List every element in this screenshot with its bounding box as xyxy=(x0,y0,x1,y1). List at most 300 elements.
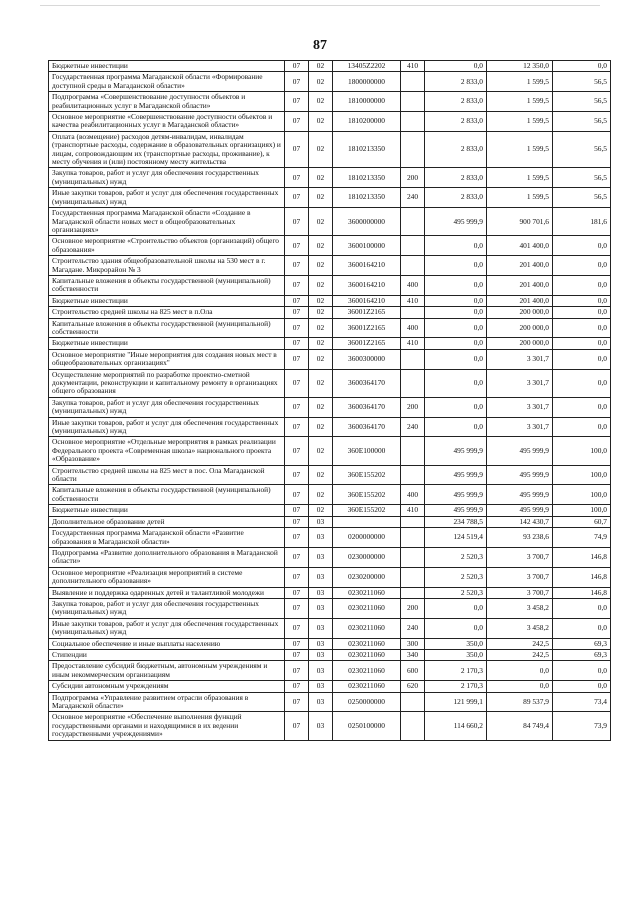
table-row xyxy=(49,131,611,168)
row-name: Осуществление мероприятий по разработке проектно-сметной документации, реконструкции и капитальному ремонту в организациях общего образования xyxy=(49,369,285,397)
row-plan-amount: 0,0 xyxy=(425,295,487,306)
table-row xyxy=(49,681,611,692)
row-actual-amount: 1 599,5 xyxy=(487,112,553,132)
row-section: 07 xyxy=(285,618,309,638)
row-expense-type: 300 xyxy=(401,638,425,649)
row-section: 07 xyxy=(285,485,309,505)
row-section: 07 xyxy=(285,649,309,660)
row-actual-amount: 3 301,7 xyxy=(487,369,553,397)
row-actual-amount: 900 701,6 xyxy=(487,208,553,236)
row-name: Государственная программа Магаданской области «Создание в Магаданской области новых мест в общеобразовательных организациях» xyxy=(49,208,285,236)
row-percent: 100,0 xyxy=(553,485,611,505)
table-row xyxy=(49,618,611,638)
top-rule xyxy=(40,5,600,6)
row-section: 07 xyxy=(285,112,309,132)
row-expense-type: 200 xyxy=(401,168,425,188)
row-target-article: 1800000000 xyxy=(333,72,401,92)
row-name: Основное мероприятие «Реализация мероприятий в системе дополнительного образования» xyxy=(49,567,285,587)
row-expense-type xyxy=(401,112,425,132)
row-plan-amount: 2 520,3 xyxy=(425,567,487,587)
row-target-article: 0230211060 xyxy=(333,638,401,649)
row-plan-amount: 350,0 xyxy=(425,638,487,649)
row-actual-amount: 84 749,4 xyxy=(487,712,553,740)
row-section: 07 xyxy=(285,528,309,548)
row-target-article: 1810213350 xyxy=(333,131,401,168)
row-percent: 0,0 xyxy=(553,236,611,256)
row-percent: 0,0 xyxy=(553,256,611,276)
row-section: 07 xyxy=(285,681,309,692)
row-actual-amount: 495 999,9 xyxy=(487,485,553,505)
row-plan-amount: 495 999,9 xyxy=(425,505,487,516)
row-percent: 0,0 xyxy=(553,618,611,638)
row-target-article: 0230211060 xyxy=(333,681,401,692)
row-plan-amount: 114 660,2 xyxy=(425,712,487,740)
row-actual-amount: 0,0 xyxy=(487,681,553,692)
row-subsection: 02 xyxy=(309,295,333,306)
row-subsection: 02 xyxy=(309,275,333,295)
row-name: Предоставление субсидий бюджетным, автономным учреждениям и иным некоммерческим организациям xyxy=(49,661,285,681)
row-subsection: 03 xyxy=(309,661,333,681)
row-actual-amount: 200 000,0 xyxy=(487,338,553,349)
row-target-article: 3600364170 xyxy=(333,417,401,437)
row-subsection: 02 xyxy=(309,208,333,236)
row-percent: 0,0 xyxy=(553,598,611,618)
table-row xyxy=(49,505,611,516)
row-section: 07 xyxy=(285,295,309,306)
row-percent: 0,0 xyxy=(553,307,611,318)
row-section: 07 xyxy=(285,208,309,236)
row-subsection: 02 xyxy=(309,465,333,485)
row-section: 07 xyxy=(285,72,309,92)
row-target-article: 36001Z2165 xyxy=(333,318,401,338)
row-section: 07 xyxy=(285,598,309,618)
row-expense-type: 240 xyxy=(401,417,425,437)
row-actual-amount: 1 599,5 xyxy=(487,72,553,92)
row-plan-amount: 0,0 xyxy=(425,256,487,276)
row-target-article: 0200000000 xyxy=(333,528,401,548)
row-expense-type xyxy=(401,236,425,256)
row-expense-type xyxy=(401,712,425,740)
row-percent: 73,9 xyxy=(553,712,611,740)
row-target-article: 360E155202 xyxy=(333,465,401,485)
row-name: Выявление и поддержка одаренных детей и талантливой молодежи xyxy=(49,587,285,598)
row-percent: 60,7 xyxy=(553,516,611,527)
row-name: Капитальные вложения в объекты государственной (муниципальной) собственности xyxy=(49,275,285,295)
row-actual-amount: 3 301,7 xyxy=(487,417,553,437)
row-subsection: 02 xyxy=(309,397,333,417)
row-subsection: 03 xyxy=(309,567,333,587)
row-subsection: 02 xyxy=(309,188,333,208)
row-actual-amount: 1 599,5 xyxy=(487,92,553,112)
row-section: 07 xyxy=(285,131,309,168)
row-actual-amount: 3 700,7 xyxy=(487,587,553,598)
row-target-article: 0250000000 xyxy=(333,692,401,712)
row-name: Иные закупки товаров, работ и услуг для обеспечения государственных (муниципальных) нужд xyxy=(49,618,285,638)
row-percent: 0,0 xyxy=(553,318,611,338)
row-expense-type xyxy=(401,547,425,567)
row-section: 07 xyxy=(285,465,309,485)
table-row xyxy=(49,275,611,295)
row-percent: 100,0 xyxy=(553,437,611,465)
row-actual-amount: 12 350,0 xyxy=(487,61,553,72)
row-percent: 56,5 xyxy=(553,188,611,208)
row-name: Капитальные вложения в объекты государственной (муниципальной) собственности xyxy=(49,485,285,505)
row-section: 07 xyxy=(285,236,309,256)
row-percent: 56,5 xyxy=(553,72,611,92)
row-section: 07 xyxy=(285,712,309,740)
row-target-article: 36001Z2165 xyxy=(333,338,401,349)
row-plan-amount: 2 833,0 xyxy=(425,72,487,92)
row-percent: 0,0 xyxy=(553,397,611,417)
row-expense-type: 620 xyxy=(401,681,425,692)
row-actual-amount: 242,5 xyxy=(487,649,553,660)
row-expense-type: 200 xyxy=(401,397,425,417)
table-row xyxy=(49,712,611,740)
table-row xyxy=(49,598,611,618)
row-name: Подпрограмма «Управление развитием отрасли образования в Магаданской области» xyxy=(49,692,285,712)
row-expense-type: 410 xyxy=(401,61,425,72)
table-row xyxy=(49,369,611,397)
row-percent: 181,6 xyxy=(553,208,611,236)
row-actual-amount: 242,5 xyxy=(487,638,553,649)
row-plan-amount: 495 999,9 xyxy=(425,437,487,465)
row-section: 07 xyxy=(285,168,309,188)
row-name: Основное мероприятие «Строительство объектов (организаций) общего образования» xyxy=(49,236,285,256)
row-percent: 100,0 xyxy=(553,465,611,485)
row-subsection: 02 xyxy=(309,112,333,132)
table-row xyxy=(49,92,611,112)
row-percent: 146,8 xyxy=(553,587,611,598)
row-target-article: 1810200000 xyxy=(333,112,401,132)
table-row xyxy=(49,638,611,649)
table-row xyxy=(49,307,611,318)
row-name: Стипендии xyxy=(49,649,285,660)
row-percent: 100,0 xyxy=(553,505,611,516)
row-target-article: 3600300000 xyxy=(333,349,401,369)
row-section: 07 xyxy=(285,638,309,649)
row-subsection: 02 xyxy=(309,72,333,92)
table-row xyxy=(49,692,611,712)
row-plan-amount: 2 833,0 xyxy=(425,112,487,132)
row-section: 07 xyxy=(285,417,309,437)
row-subsection: 03 xyxy=(309,618,333,638)
row-actual-amount: 495 999,9 xyxy=(487,437,553,465)
row-name: Государственная программа Магаданской области «Развитие образования в Магаданской области» xyxy=(49,528,285,548)
row-section: 07 xyxy=(285,318,309,338)
row-name: Иные закупки товаров, работ и услуг для обеспечения государственных (муниципальных) нужд xyxy=(49,417,285,437)
row-actual-amount: 89 537,9 xyxy=(487,692,553,712)
row-section: 07 xyxy=(285,92,309,112)
row-plan-amount: 2 170,3 xyxy=(425,681,487,692)
table-row xyxy=(49,547,611,567)
table-row xyxy=(49,168,611,188)
row-subsection: 02 xyxy=(309,61,333,72)
row-expense-type xyxy=(401,567,425,587)
table-row xyxy=(49,465,611,485)
row-section: 07 xyxy=(285,505,309,516)
row-expense-type: 410 xyxy=(401,505,425,516)
row-percent: 69,3 xyxy=(553,649,611,660)
row-subsection: 02 xyxy=(309,318,333,338)
row-name: Строительство средней школы на 825 мест в пос. Ола Магаданской области xyxy=(49,465,285,485)
row-target-article: 0230200000 xyxy=(333,567,401,587)
row-actual-amount: 3 301,7 xyxy=(487,349,553,369)
row-name: Государственная программа Магаданской области «Формирование доступной среды в Магаданской области» xyxy=(49,72,285,92)
row-target-article: 1810213350 xyxy=(333,168,401,188)
row-subsection: 03 xyxy=(309,547,333,567)
row-expense-type xyxy=(401,465,425,485)
row-subsection: 03 xyxy=(309,649,333,660)
row-actual-amount: 401 400,0 xyxy=(487,236,553,256)
row-name: Основное мероприятие «Отдельные мероприятия в рамках реализации Федерального проекта «Современная школа» национального проекта «Образование» xyxy=(49,437,285,465)
row-actual-amount: 495 999,9 xyxy=(487,505,553,516)
table-row xyxy=(49,417,611,437)
row-plan-amount: 2 833,0 xyxy=(425,188,487,208)
row-percent: 73,4 xyxy=(553,692,611,712)
row-subsection: 02 xyxy=(309,417,333,437)
row-expense-type xyxy=(401,437,425,465)
row-expense-type xyxy=(401,72,425,92)
row-target-article: 360E155202 xyxy=(333,505,401,516)
table-row xyxy=(49,295,611,306)
row-plan-amount: 2 520,3 xyxy=(425,587,487,598)
row-section: 07 xyxy=(285,307,309,318)
row-section: 07 xyxy=(285,437,309,465)
row-section: 07 xyxy=(285,567,309,587)
row-name: Основное мероприятие «Совершенствование доступности объектов и качества реабилитационных услуг в Магаданской области» xyxy=(49,112,285,132)
row-target-article: 3600000000 xyxy=(333,208,401,236)
row-section: 07 xyxy=(285,692,309,712)
row-name: Подпрограмма «Совершенствование доступности объектов и реабилитационных услуг в Магаданской области» xyxy=(49,92,285,112)
row-expense-type: 600 xyxy=(401,661,425,681)
row-plan-amount: 0,0 xyxy=(425,275,487,295)
row-expense-type xyxy=(401,92,425,112)
row-actual-amount: 200 000,0 xyxy=(487,318,553,338)
row-plan-amount: 2 170,3 xyxy=(425,661,487,681)
row-subsection: 02 xyxy=(309,168,333,188)
row-subsection: 02 xyxy=(309,256,333,276)
row-plan-amount: 2 833,0 xyxy=(425,92,487,112)
row-plan-amount: 0,0 xyxy=(425,349,487,369)
row-subsection: 03 xyxy=(309,587,333,598)
row-percent: 0,0 xyxy=(553,349,611,369)
row-actual-amount: 3 700,7 xyxy=(487,567,553,587)
row-name: Субсидии автономным учреждениям xyxy=(49,681,285,692)
row-target-article: 0230211060 xyxy=(333,649,401,660)
row-expense-type xyxy=(401,307,425,318)
row-plan-amount: 2 833,0 xyxy=(425,168,487,188)
row-name: Закупка товаров, работ и услуг для обеспечения государственных (муниципальных) нужд xyxy=(49,168,285,188)
row-percent: 0,0 xyxy=(553,661,611,681)
row-section: 07 xyxy=(285,188,309,208)
row-name: Оплата (возмещение) расходов детям-инвалидам, инвалидам (транспортные расходы, содержание в образовательных организациях) и лицам, сопровождающим их (транспортные расходы, проживание), к месту обучения и (или) постоянному месту жительства xyxy=(49,131,285,168)
row-percent: 56,5 xyxy=(553,112,611,132)
row-expense-type xyxy=(401,208,425,236)
row-subsection: 02 xyxy=(309,369,333,397)
row-plan-amount: 0,0 xyxy=(425,397,487,417)
row-actual-amount: 201 400,0 xyxy=(487,275,553,295)
row-expense-type xyxy=(401,528,425,548)
row-target-article: 13405Z2202 xyxy=(333,61,401,72)
row-subsection: 02 xyxy=(309,338,333,349)
row-plan-amount: 0,0 xyxy=(425,318,487,338)
row-section: 07 xyxy=(285,547,309,567)
row-plan-amount: 0,0 xyxy=(425,417,487,437)
row-percent: 146,8 xyxy=(553,547,611,567)
table-row xyxy=(49,528,611,548)
row-actual-amount: 1 599,5 xyxy=(487,131,553,168)
row-name: Бюджетные инвестиции xyxy=(49,61,285,72)
row-target-article: 3600164210 xyxy=(333,256,401,276)
row-plan-amount: 0,0 xyxy=(425,598,487,618)
table-row xyxy=(49,236,611,256)
row-name: Основное мероприятие "Иные мероприятия для создания новых мест в общеобразовательных организациях" xyxy=(49,349,285,369)
table-row xyxy=(49,338,611,349)
row-subsection: 03 xyxy=(309,516,333,527)
row-subsection: 03 xyxy=(309,712,333,740)
row-section: 07 xyxy=(285,349,309,369)
row-target-article: 0230211060 xyxy=(333,587,401,598)
row-target-article: 360E100000 xyxy=(333,437,401,465)
row-target-article: 3600164210 xyxy=(333,295,401,306)
row-percent: 0,0 xyxy=(553,338,611,349)
row-actual-amount: 201 400,0 xyxy=(487,295,553,306)
row-plan-amount: 0,0 xyxy=(425,236,487,256)
row-name: Основное мероприятие «Обеспечение выполнения функций государственными органами и находящимися в их ведении государственными учреждениями» xyxy=(49,712,285,740)
table-row xyxy=(49,208,611,236)
row-subsection: 02 xyxy=(309,131,333,168)
row-section: 07 xyxy=(285,61,309,72)
page-number: 87 xyxy=(313,38,327,53)
row-section: 07 xyxy=(285,275,309,295)
row-name: Закупка товаров, работ и услуг для обеспечения государственных (муниципальных) нужд xyxy=(49,397,285,417)
table-row xyxy=(49,567,611,587)
row-section: 07 xyxy=(285,256,309,276)
row-target-article: 1810213350 xyxy=(333,188,401,208)
row-percent: 56,5 xyxy=(553,168,611,188)
row-plan-amount: 2 833,0 xyxy=(425,131,487,168)
row-target-article: 3600364170 xyxy=(333,369,401,397)
row-target-article xyxy=(333,516,401,527)
row-target-article: 0230211060 xyxy=(333,618,401,638)
row-plan-amount: 495 999,9 xyxy=(425,208,487,236)
row-percent: 0,0 xyxy=(553,295,611,306)
row-name: Дополнительное образование детей xyxy=(49,516,285,527)
row-name: Закупка товаров, работ и услуг для обеспечения государственных (муниципальных) нужд xyxy=(49,598,285,618)
row-percent: 0,0 xyxy=(553,369,611,397)
row-section: 07 xyxy=(285,338,309,349)
row-expense-type: 410 xyxy=(401,295,425,306)
row-percent: 0,0 xyxy=(553,61,611,72)
row-subsection: 02 xyxy=(309,307,333,318)
row-name: Социальное обеспечение и иные выплаты населению xyxy=(49,638,285,649)
row-plan-amount: 121 999,1 xyxy=(425,692,487,712)
row-actual-amount: 200 000,0 xyxy=(487,307,553,318)
table-row xyxy=(49,661,611,681)
table-row xyxy=(49,112,611,132)
row-target-article: 0230000000 xyxy=(333,547,401,567)
table-row xyxy=(49,516,611,527)
row-expense-type xyxy=(401,369,425,397)
row-name: Иные закупки товаров, работ и услуг для обеспечения государственных (муниципальных) нужд xyxy=(49,188,285,208)
row-name: Бюджетные инвестиции xyxy=(49,505,285,516)
row-plan-amount: 0,0 xyxy=(425,61,487,72)
row-expense-type: 400 xyxy=(401,275,425,295)
row-actual-amount: 201 400,0 xyxy=(487,256,553,276)
table-row xyxy=(49,188,611,208)
row-plan-amount: 350,0 xyxy=(425,649,487,660)
row-plan-amount: 0,0 xyxy=(425,338,487,349)
row-percent: 56,5 xyxy=(553,131,611,168)
row-name: Бюджетные инвестиции xyxy=(49,295,285,306)
row-expense-type xyxy=(401,587,425,598)
row-percent: 146,8 xyxy=(553,567,611,587)
row-plan-amount: 234 788,5 xyxy=(425,516,487,527)
row-name: Строительство здания общеобразовательной школы на 530 мест в г. Магадане. Микрорайон № 3 xyxy=(49,256,285,276)
row-target-article: 1810000000 xyxy=(333,92,401,112)
row-plan-amount: 124 519,4 xyxy=(425,528,487,548)
row-expense-type: 240 xyxy=(401,618,425,638)
row-plan-amount: 0,0 xyxy=(425,369,487,397)
table-row xyxy=(49,437,611,465)
row-plan-amount: 495 999,9 xyxy=(425,465,487,485)
row-target-article: 3600100000 xyxy=(333,236,401,256)
row-target-article: 3600164210 xyxy=(333,275,401,295)
row-actual-amount: 495 999,9 xyxy=(487,465,553,485)
row-actual-amount: 142 430,7 xyxy=(487,516,553,527)
row-subsection: 02 xyxy=(309,505,333,516)
row-actual-amount: 3 458,2 xyxy=(487,598,553,618)
row-target-article: 0230211060 xyxy=(333,598,401,618)
row-section: 07 xyxy=(285,369,309,397)
row-expense-type: 400 xyxy=(401,485,425,505)
row-percent: 56,5 xyxy=(553,92,611,112)
row-subsection: 02 xyxy=(309,92,333,112)
row-section: 07 xyxy=(285,516,309,527)
row-expense-type: 340 xyxy=(401,649,425,660)
row-name: Капитальные вложения в объекты государственной (муниципальной) собственности xyxy=(49,318,285,338)
row-section: 07 xyxy=(285,661,309,681)
row-percent: 0,0 xyxy=(553,417,611,437)
row-subsection: 02 xyxy=(309,236,333,256)
row-plan-amount: 495 999,9 xyxy=(425,485,487,505)
row-subsection: 03 xyxy=(309,692,333,712)
row-actual-amount: 1 599,5 xyxy=(487,168,553,188)
row-section: 07 xyxy=(285,587,309,598)
row-percent: 0,0 xyxy=(553,681,611,692)
row-expense-type: 240 xyxy=(401,188,425,208)
row-target-article: 0250100000 xyxy=(333,712,401,740)
row-expense-type xyxy=(401,692,425,712)
row-name: Подпрограмма «Развитие дополнительного образования в Магаданской области» xyxy=(49,547,285,567)
table-row xyxy=(49,485,611,505)
table-row xyxy=(49,318,611,338)
row-target-article: 360E155202 xyxy=(333,485,401,505)
row-actual-amount: 3 700,7 xyxy=(487,547,553,567)
table-row xyxy=(49,649,611,660)
row-subsection: 02 xyxy=(309,485,333,505)
row-actual-amount: 1 599,5 xyxy=(487,188,553,208)
row-name: Бюджетные инвестиции xyxy=(49,338,285,349)
row-expense-type xyxy=(401,256,425,276)
budget-table xyxy=(48,60,611,741)
row-plan-amount: 0,0 xyxy=(425,618,487,638)
row-expense-type: 410 xyxy=(401,338,425,349)
row-percent: 69,3 xyxy=(553,638,611,649)
row-expense-type xyxy=(401,131,425,168)
row-target-article: 3600364170 xyxy=(333,397,401,417)
row-target-article: 0230211060 xyxy=(333,661,401,681)
